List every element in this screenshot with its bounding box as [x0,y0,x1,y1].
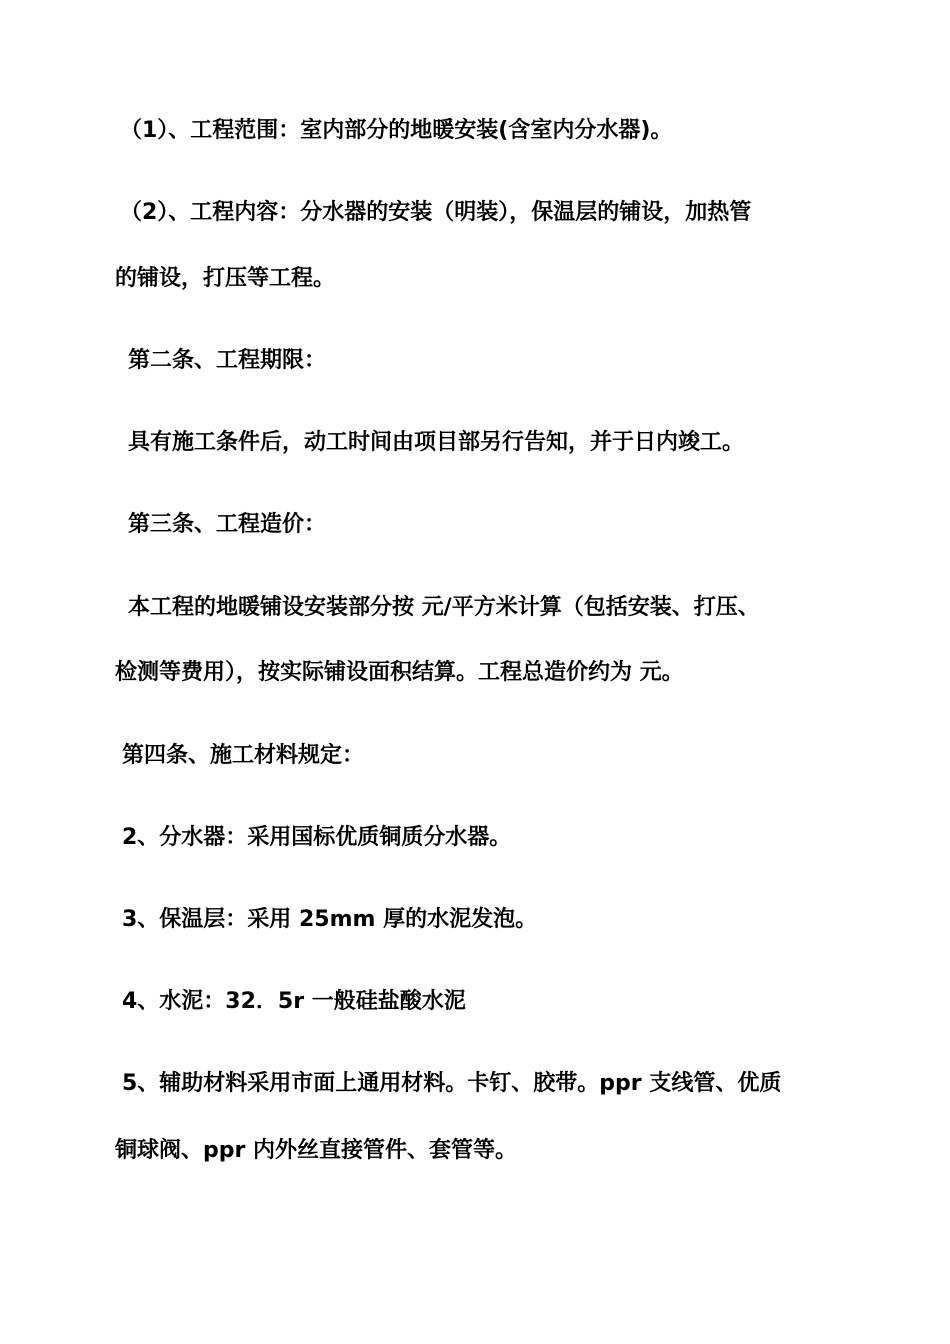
material-item-5-line1: 5、辅助材料采用市面上通用材料。卡钉、胶带。ppr 支线管、优质 [122,1071,782,1096]
cost-text-line1: 本工程的地暖铺设安装部分按 元/平方米计算（包括安装、打压、 [128,595,760,620]
clause-content-line2: 的铺设，打压等工程。 [115,266,336,291]
period-text: 具有施工条件后，动工时间由项目部另行告知，并于日内竣工。 [128,430,745,455]
section-heading-materials: 第四条、施工材料规定： [122,743,365,768]
material-item-3: 3、保温层：采用 25mm 厚的水泥发泡。 [122,907,538,932]
section-heading-period: 第二条、工程期限： [128,348,327,373]
section-heading-cost: 第三条、工程造价： [128,512,327,537]
material-item-5-line2: 铜球阀、ppr 内外丝直接管件、套管等。 [115,1138,518,1163]
clause-scope: （1）、工程范围：室内部分的地暖安装(含室内分水器)。 [120,118,673,143]
material-item-4: 4、水泥：32．5r 一般硅盐酸水泥 [122,989,466,1014]
material-item-2: 2、分水器：采用国标优质铜质分水器。 [122,825,512,850]
clause-content-line1: （2）、工程内容：分水器的安装（明装），保温层的铺设，加热管 [120,200,752,225]
cost-text-line2: 检测等费用），按实际铺设面积结算。工程总造价约为 元。 [115,660,684,685]
